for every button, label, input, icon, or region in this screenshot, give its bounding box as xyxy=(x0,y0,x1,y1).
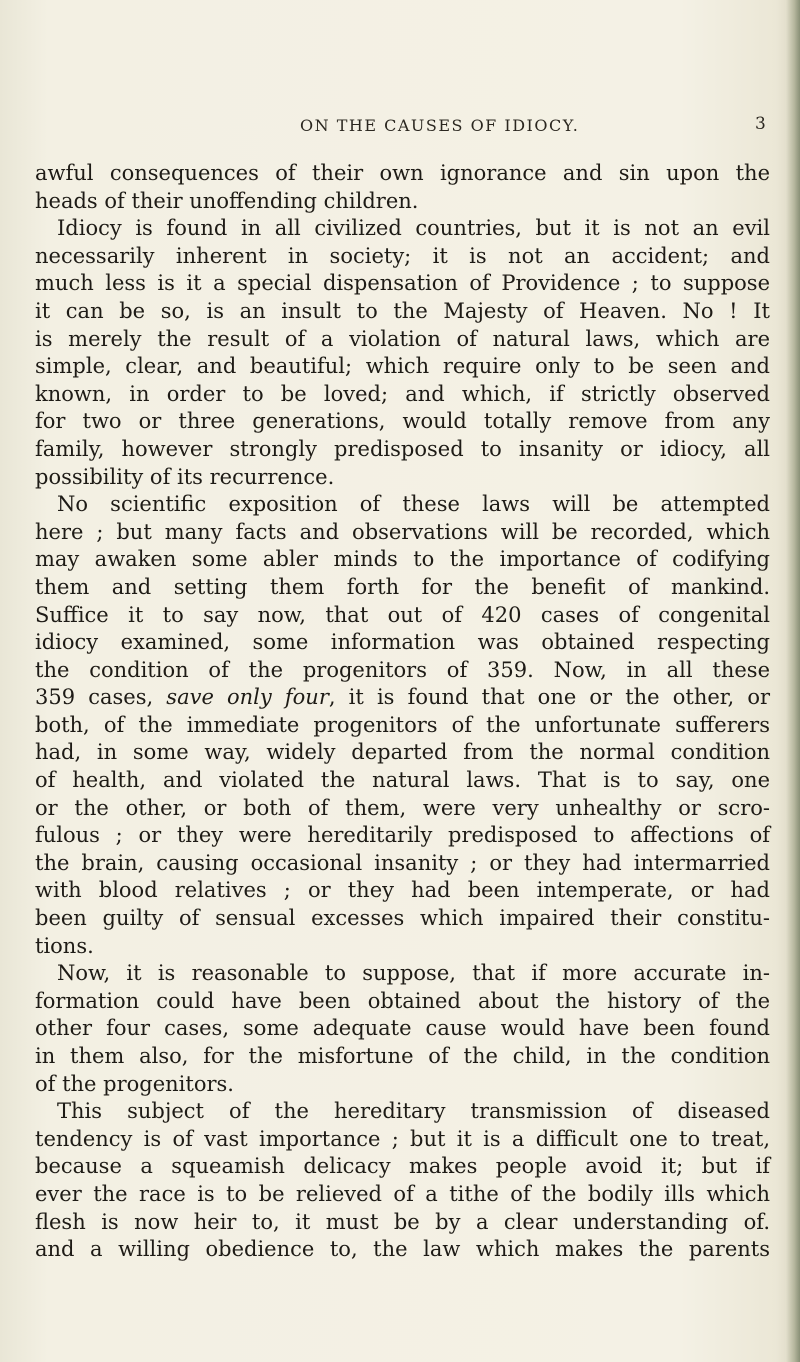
text-line: necessarily inherent in society; it is not an accident; and xyxy=(35,243,770,268)
text-line: tions. xyxy=(35,933,94,958)
text-line: in them also, for the misfortune of the child, in the condition xyxy=(35,1044,770,1068)
text-line: the brain, causing occasional insanity ; or they had intermarried xyxy=(35,850,770,875)
text-line: for two or three generations, would totally remove from any xyxy=(35,409,770,434)
text-line: formation could have been obtained about the history of the xyxy=(35,988,770,1013)
text-line: known, in order to be loved; and which, if strictly observed xyxy=(35,381,770,406)
text-line: tendency is of vast importance ; but it is a difficult one to treat, xyxy=(35,1126,770,1151)
text-line: both, of the immediate progenitors of the unfortunate sufferers xyxy=(35,712,770,737)
body-text xyxy=(35,160,770,1264)
text-line: the condition of the progenitors of 359. Now, in all these xyxy=(35,657,770,682)
text-line: ever the race is to be relieved of a tithe of the bodily ills which xyxy=(35,1181,770,1206)
text-line: been guilty of sensual excesses which impaired their constitu- xyxy=(35,906,770,931)
text-line: simple, clear, and beautiful; which require only to be seen and xyxy=(35,354,770,379)
text-line: family, however strongly predisposed to insanity or idiocy, all xyxy=(35,436,770,461)
text-line: of health, and violated the natural laws. That is to say, one xyxy=(35,768,770,793)
text-line: or the other, or both of them, were very unhealthy or scro- xyxy=(35,795,770,820)
text-line: idiocy examined, some information was obtained respecting xyxy=(35,630,770,655)
text-line: fulous ; or they were hereditarily predisposed to affections of xyxy=(35,823,770,848)
text-line: This subject of the hereditary transmission of diseased xyxy=(57,1099,770,1124)
text-line: had, in some way, widely departed from the normal condition xyxy=(35,740,770,765)
text-line: of the progenitors. xyxy=(35,1071,234,1096)
page-number: 3 xyxy=(755,114,766,134)
running-head xyxy=(0,112,800,140)
text-line: possibility of its recurrence. xyxy=(35,464,335,489)
text-line: here ; but many facts and observations will be recorded, which xyxy=(35,519,770,544)
text-line-emphasis xyxy=(35,684,770,712)
text-line: Idiocy is found in all civilized countries, but it is not an evil xyxy=(57,216,770,241)
text-line: other four cases, some adequate cause would have been found xyxy=(35,1016,770,1041)
text-line: with blood relatives ; or they had been intemperate, or had xyxy=(35,878,770,903)
text-line: and a willing obedience to, the law which makes the parents xyxy=(35,1237,770,1262)
page-edge-shadow xyxy=(786,0,800,1362)
text-line: awful consequences of their own ignorance and sin upon the xyxy=(35,161,770,185)
running-head-title: ON THE CAUSES OF IDIOCY. xyxy=(300,116,580,135)
text-line: them and setting them forth for the benefit of mankind. xyxy=(35,574,770,599)
text-line-start: 359 cases, xyxy=(35,685,167,710)
text-line-end: , it is found that one or the other, or xyxy=(328,685,770,710)
text-line: is merely the result of a violation of natural laws, which are xyxy=(35,326,770,351)
text-line: because a squeamish delicacy makes people avoid it; but if xyxy=(35,1154,770,1179)
text-line: flesh is now heir to, it must be by a clear understanding of. xyxy=(35,1209,770,1234)
text-line: Suffice it to say now, that out of 420 cases of congenital xyxy=(35,602,770,627)
text-line: heads of their unoffending children. xyxy=(35,188,419,213)
text-line: Now, it is reasonable to suppose, that if more accurate in- xyxy=(57,961,770,986)
emphasized-phrase: save only four xyxy=(166,685,329,710)
text-line: it can be so, is an insult to the Majesty of Heaven. No ! It xyxy=(35,298,770,323)
text-line: much less is it a special dispensation of Providence ; to suppose xyxy=(35,271,770,296)
text-line: No scientific exposition of these laws will be attempted xyxy=(57,492,770,517)
text-line: may awaken some abler minds to the importance of codifying xyxy=(35,547,770,572)
